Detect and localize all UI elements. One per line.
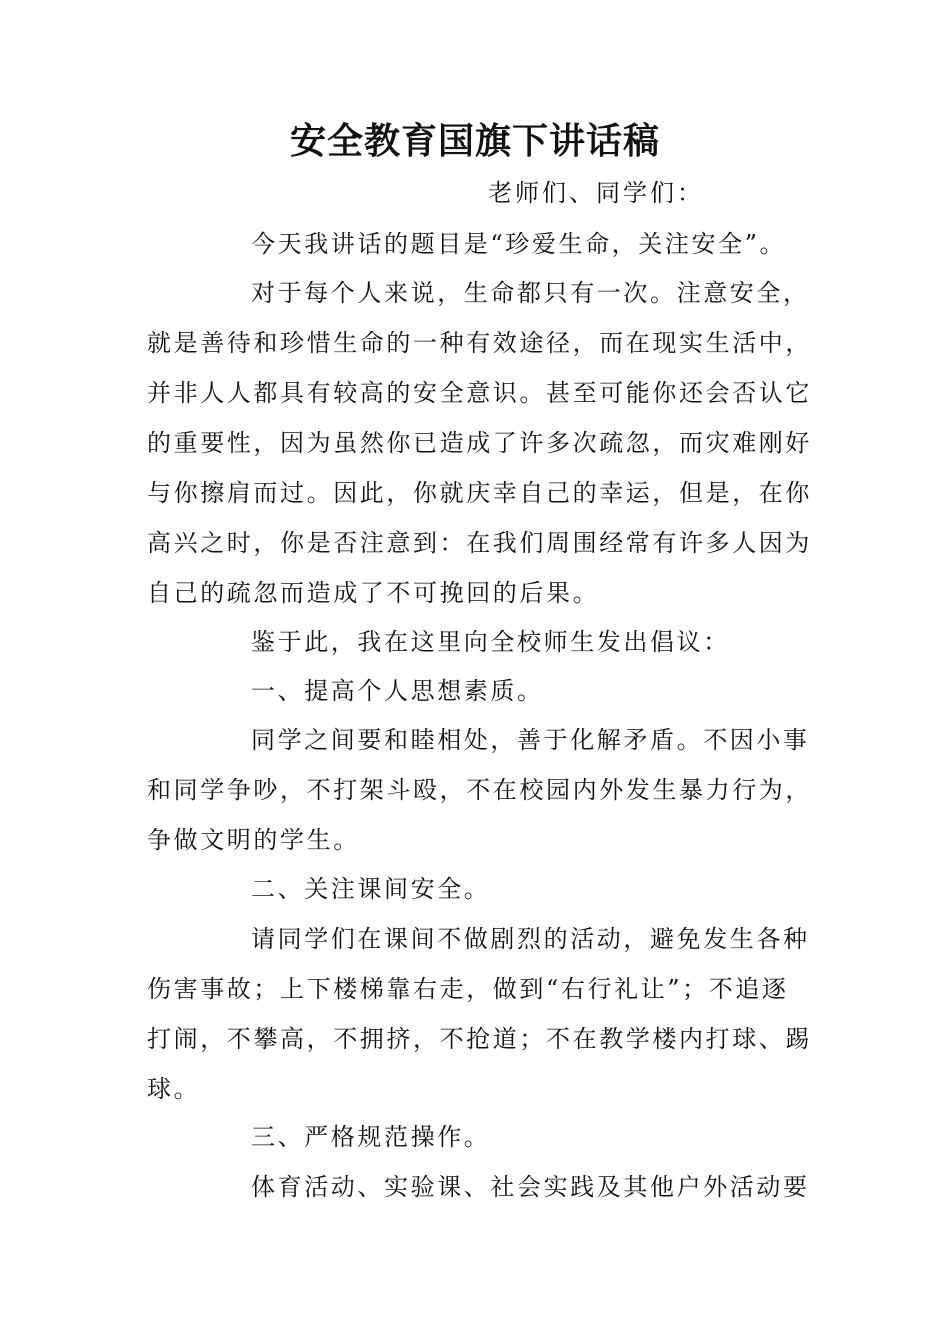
salutation: 老师们、同学们： bbox=[488, 179, 704, 207]
paragraph-proposal bbox=[147, 617, 807, 667]
section-heading-1 bbox=[147, 666, 807, 716]
paragraph-2 bbox=[147, 715, 812, 865]
paragraph-topic bbox=[147, 219, 807, 269]
paragraph-line: 对于每个人来说，生命都只有一次。注意安全， bbox=[251, 279, 810, 307]
paragraph-4 bbox=[147, 1162, 810, 1212]
paragraph-line: 球。 bbox=[147, 1075, 201, 1103]
paragraph-line: 鉴于此，我在这里向全校师生发出倡议： bbox=[251, 628, 730, 656]
paragraph-line: 就是善待和珍惜生命的一种有效途径，而在现实生活中， bbox=[147, 329, 812, 357]
paragraph-line: 并非人人都具有较高的安全意识。甚至可能你还会否认它 bbox=[147, 379, 812, 407]
paragraph-3 bbox=[147, 914, 812, 1114]
paragraph-line: 一、提高个人思想素质。 bbox=[251, 677, 544, 705]
paragraph-line: 争做文明的学生。 bbox=[147, 826, 360, 854]
paragraph-line: 高兴之时，你是否注意到：在我们周围经常有许多人因为 bbox=[147, 529, 812, 557]
paragraph-line: 同学之间要和睦相处，善于化解矛盾。不因小事 bbox=[251, 726, 810, 754]
section-heading-3 bbox=[147, 1112, 807, 1162]
paragraph-line: 和同学争吵，不打架斗殴，不在校园内外发生暴力行为， bbox=[147, 776, 812, 804]
paragraph-line: 体育活动、实验课、社会实践及其他户外活动要 bbox=[251, 1173, 810, 1201]
paragraph-line: 二、关注课间安全。 bbox=[251, 875, 491, 903]
paragraph-line: 打闹，不攀高，不拥挤，不抢道；不在教学楼内打球、踢 bbox=[147, 1025, 812, 1053]
paragraph-line: 伤害事故；上下楼梯靠右走，做到“右行礼让”；不追逐 bbox=[147, 975, 789, 1003]
paragraph-1 bbox=[147, 268, 812, 618]
paragraph-line: 今天我讲话的题目是“珍爱生命，关注安全”。 bbox=[251, 230, 787, 258]
paragraph-line: 与你擦肩而过。因此，你就庆幸自己的幸运，但是，在你 bbox=[147, 479, 812, 507]
paragraph-line: 三、严格规范操作。 bbox=[251, 1123, 491, 1151]
paragraph-line: 的重要性，因为虽然你已造成了许多次疏忽，而灾难刚好 bbox=[147, 429, 812, 457]
paragraph-line: 请同学们在课间不做剧烈的活动，避免发生各种 bbox=[251, 925, 810, 953]
section-heading-2 bbox=[147, 864, 807, 914]
paragraph-line: 自己的疏忽而造成了不可挽回的后果。 bbox=[147, 579, 600, 607]
document-title: 安全教育国旗下讲话稿 bbox=[289, 121, 660, 162]
